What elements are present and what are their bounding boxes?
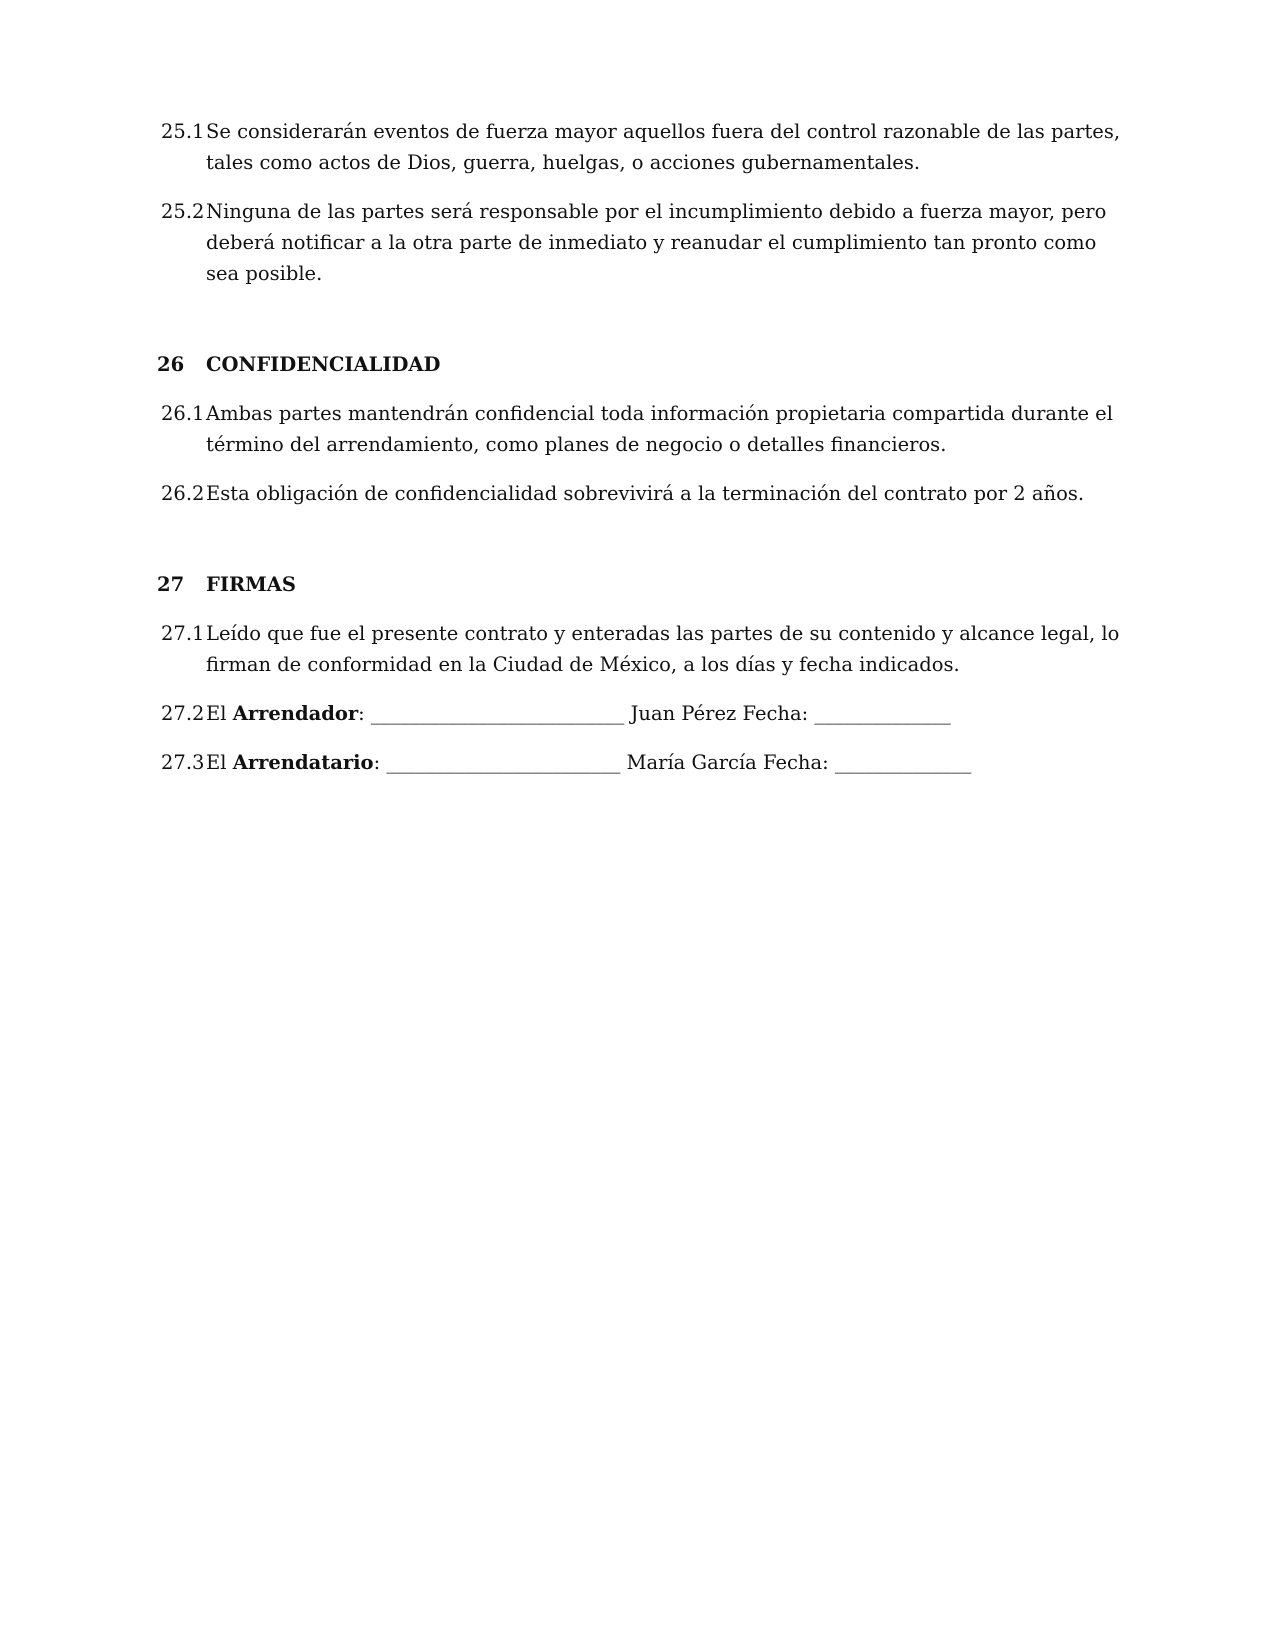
clause-number: 27.2 bbox=[161, 702, 205, 725]
clause-number: 27.1 bbox=[161, 622, 205, 645]
section-title: FIRMAS bbox=[206, 573, 296, 596]
signature-prefix: El bbox=[206, 702, 227, 725]
signature-fields: : ________________________ María García Fecha: ______________ bbox=[373, 751, 972, 774]
clause-26-2 bbox=[140, 478, 1130, 509]
clause-number: 25.2 bbox=[161, 200, 205, 223]
clause-number: 27.3 bbox=[161, 751, 205, 774]
signature-fields: : __________________________ Juan Pérez Fecha: ______________ bbox=[358, 702, 951, 725]
clause-text: Leído que fue el presente contrato y enteradas las partes de su contenido y alcance legal, lo firman de conformidad en la Ciudad de México, a los días y fecha indicados. bbox=[206, 622, 1120, 676]
signature-line-arrendatario bbox=[140, 747, 1130, 778]
signature-text bbox=[206, 747, 1130, 778]
clause-text: Ninguna de las partes será responsable por el incumplimiento debido a fuerza mayor, pero deberá notificar a la otra parte de inmediato y reanudar el cumplimiento tan pronto como sea posible. bbox=[206, 200, 1107, 285]
section-heading-26 bbox=[140, 349, 1130, 380]
section-heading-27 bbox=[140, 569, 1130, 600]
section-title: CONFIDENCIALIDAD bbox=[206, 353, 441, 376]
clause-text: Esta obligación de confidencialidad sobrevivirá a la terminación del contrato por 2 años. bbox=[206, 482, 1085, 505]
clause-number: 26.2 bbox=[161, 482, 205, 505]
signature-role: Arrendador bbox=[232, 702, 359, 725]
clause-25-2 bbox=[140, 196, 1130, 289]
clause-number: 26.1 bbox=[161, 402, 205, 425]
document-body bbox=[140, 116, 1130, 796]
clause-text: Ambas partes mantendrán confidencial toda información propietaria compartida durante el término del arrendamiento, como planes de negocio o detalles financieros. bbox=[206, 402, 1113, 456]
clause-25-1 bbox=[140, 116, 1130, 178]
signature-text bbox=[206, 698, 1130, 729]
section-number: 26 bbox=[157, 353, 185, 376]
section-number: 27 bbox=[157, 573, 185, 596]
clause-number: 25.1 bbox=[161, 120, 205, 143]
signature-prefix: El bbox=[206, 751, 227, 774]
signature-line-arrendador bbox=[140, 698, 1130, 729]
clause-text: Se considerarán eventos de fuerza mayor aquellos fuera del control razonable de las partes, tales como actos de Dios, guerra, huelgas, o acciones gubernamentales. bbox=[206, 120, 1121, 174]
clause-26-1 bbox=[140, 398, 1130, 460]
signature-role: Arrendatario bbox=[232, 751, 374, 774]
clause-27-1 bbox=[140, 618, 1130, 680]
